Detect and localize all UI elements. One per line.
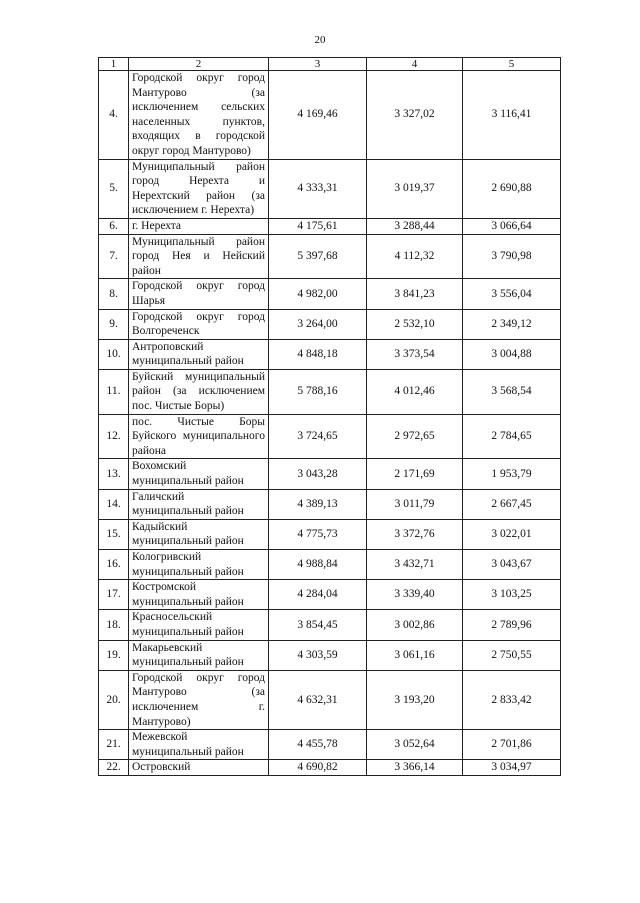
header-cell: 4 [367, 58, 463, 71]
table-row [99, 279, 561, 309]
row-number: 10. [99, 339, 129, 369]
row-number: 8. [99, 279, 129, 309]
value-col3: 5 788,16 [269, 369, 367, 414]
value-col4: 3 339,40 [367, 580, 463, 610]
table-row [99, 159, 561, 218]
value-col4: 2 972,65 [367, 414, 463, 459]
value-col5: 3 790,98 [463, 234, 561, 279]
value-col3: 4 632,31 [269, 670, 367, 729]
row-number: 9. [99, 309, 129, 339]
value-col5: 3 568,54 [463, 369, 561, 414]
value-col4: 2 532,10 [367, 309, 463, 339]
table-row [99, 218, 561, 234]
value-col4: 4 012,46 [367, 369, 463, 414]
header-cell: 3 [269, 58, 367, 71]
value-col3: 4 303,59 [269, 640, 367, 670]
value-col4: 3 372,76 [367, 519, 463, 549]
table-row [99, 489, 561, 519]
value-col5: 2 784,65 [463, 414, 561, 459]
value-col5: 3 043,67 [463, 550, 561, 580]
table-row [99, 670, 561, 729]
value-col4: 4 112,32 [367, 234, 463, 279]
table-row [99, 640, 561, 670]
table-row [99, 550, 561, 580]
header-cell: 1 [99, 58, 129, 71]
value-col5: 3 034,97 [463, 760, 561, 776]
header-cell: 5 [463, 58, 561, 71]
value-col4: 3 061,16 [367, 640, 463, 670]
row-name: Муниципальный район город Нерехта и Нерехтский район (за исключением г. Нерехта) [129, 159, 269, 218]
header-cell: 2 [129, 58, 269, 71]
row-name: Кадыйский муниципальный район [129, 519, 269, 549]
table-row [99, 519, 561, 549]
value-col4: 3 366,14 [367, 760, 463, 776]
row-number: 20. [99, 670, 129, 729]
row-number: 13. [99, 459, 129, 489]
value-col3: 4 455,78 [269, 730, 367, 760]
row-name: Макарьевский муниципальный район [129, 640, 269, 670]
value-col4: 3 373,54 [367, 339, 463, 369]
value-col5: 3 004,88 [463, 339, 561, 369]
row-name: пос. Чистые Боры Буйского муниципального района [129, 414, 269, 459]
value-col3: 4 848,18 [269, 339, 367, 369]
value-col5: 2 349,12 [463, 309, 561, 339]
value-col4: 2 171,69 [367, 459, 463, 489]
value-col5: 2 667,45 [463, 489, 561, 519]
value-col4: 3 002,86 [367, 610, 463, 640]
row-name: Островский [129, 760, 269, 776]
table-header-row [99, 58, 561, 71]
row-name: Кологривский муниципальный район [129, 550, 269, 580]
value-col4: 3 841,23 [367, 279, 463, 309]
row-number: 21. [99, 730, 129, 760]
row-number: 22. [99, 760, 129, 776]
row-number: 11. [99, 369, 129, 414]
page-number: 20 [314, 34, 326, 46]
value-col3: 3 854,45 [269, 610, 367, 640]
row-name: Буйский муниципальный район (за исключением пос. Чистые Боры) [129, 369, 269, 414]
row-name: Городской округ город Мантурово (за исключением г. Мантурово) [129, 670, 269, 729]
value-col5: 2 833,42 [463, 670, 561, 729]
value-col3: 4 690,82 [269, 760, 367, 776]
table-row [99, 339, 561, 369]
value-col4: 3 011,79 [367, 489, 463, 519]
value-col3: 3 724,65 [269, 414, 367, 459]
row-name: Красносельский муниципальный район [129, 610, 269, 640]
value-col4: 3 432,71 [367, 550, 463, 580]
tariff-table [98, 57, 561, 776]
row-number: 14. [99, 489, 129, 519]
table-row [99, 610, 561, 640]
value-col5: 3 103,25 [463, 580, 561, 610]
row-number: 12. [99, 414, 129, 459]
value-col4: 3 327,02 [367, 71, 463, 160]
table-row [99, 234, 561, 279]
table-row [99, 580, 561, 610]
table-row [99, 369, 561, 414]
row-name: Костромской муниципальный район [129, 580, 269, 610]
value-col3: 3 043,28 [269, 459, 367, 489]
value-col3: 4 982,00 [269, 279, 367, 309]
value-col3: 4 169,46 [269, 71, 367, 160]
row-number: 7. [99, 234, 129, 279]
value-col3: 5 397,68 [269, 234, 367, 279]
row-number: 4. [99, 71, 129, 160]
row-number: 6. [99, 218, 129, 234]
table-row [99, 71, 561, 160]
value-col4: 3 052,64 [367, 730, 463, 760]
row-name: г. Нерехта [129, 218, 269, 234]
value-col3: 4 175,61 [269, 218, 367, 234]
table-row [99, 730, 561, 760]
value-col5: 2 750,55 [463, 640, 561, 670]
table-row [99, 760, 561, 776]
value-col5: 3 022,01 [463, 519, 561, 549]
row-number: 18. [99, 610, 129, 640]
value-col3: 4 775,73 [269, 519, 367, 549]
value-col3: 4 988,84 [269, 550, 367, 580]
value-col4: 3 288,44 [367, 218, 463, 234]
row-name: Вохомский муниципальный район [129, 459, 269, 489]
value-col3: 4 333,31 [269, 159, 367, 218]
row-name: Городской округ город Шарья [129, 279, 269, 309]
row-name: Муниципальный район город Нея и Нейский район [129, 234, 269, 279]
table-row [99, 459, 561, 489]
table-row [99, 414, 561, 459]
row-number: 16. [99, 550, 129, 580]
value-col5: 3 116,41 [463, 71, 561, 160]
row-name: Межевской муниципальный район [129, 730, 269, 760]
row-name: Городской округ город Волгореченск [129, 309, 269, 339]
row-name: Городской округ город Мантурово (за исключением сельских населенных пунктов, входящих в городской округ город Мантурово) [129, 71, 269, 160]
table-row [99, 309, 561, 339]
row-number: 19. [99, 640, 129, 670]
value-col4: 3 019,37 [367, 159, 463, 218]
value-col4: 3 193,20 [367, 670, 463, 729]
value-col3: 4 284,04 [269, 580, 367, 610]
value-col3: 3 264,00 [269, 309, 367, 339]
value-col5: 3 556,04 [463, 279, 561, 309]
row-name: Антроповский муниципальный район [129, 339, 269, 369]
value-col5: 3 066,64 [463, 218, 561, 234]
value-col5: 2 701,86 [463, 730, 561, 760]
row-number: 17. [99, 580, 129, 610]
row-number: 5. [99, 159, 129, 218]
row-number: 15. [99, 519, 129, 549]
value-col5: 2 789,96 [463, 610, 561, 640]
value-col3: 4 389,13 [269, 489, 367, 519]
value-col5: 2 690,88 [463, 159, 561, 218]
value-col5: 1 953,79 [463, 459, 561, 489]
row-name: Галичский муниципальный район [129, 489, 269, 519]
